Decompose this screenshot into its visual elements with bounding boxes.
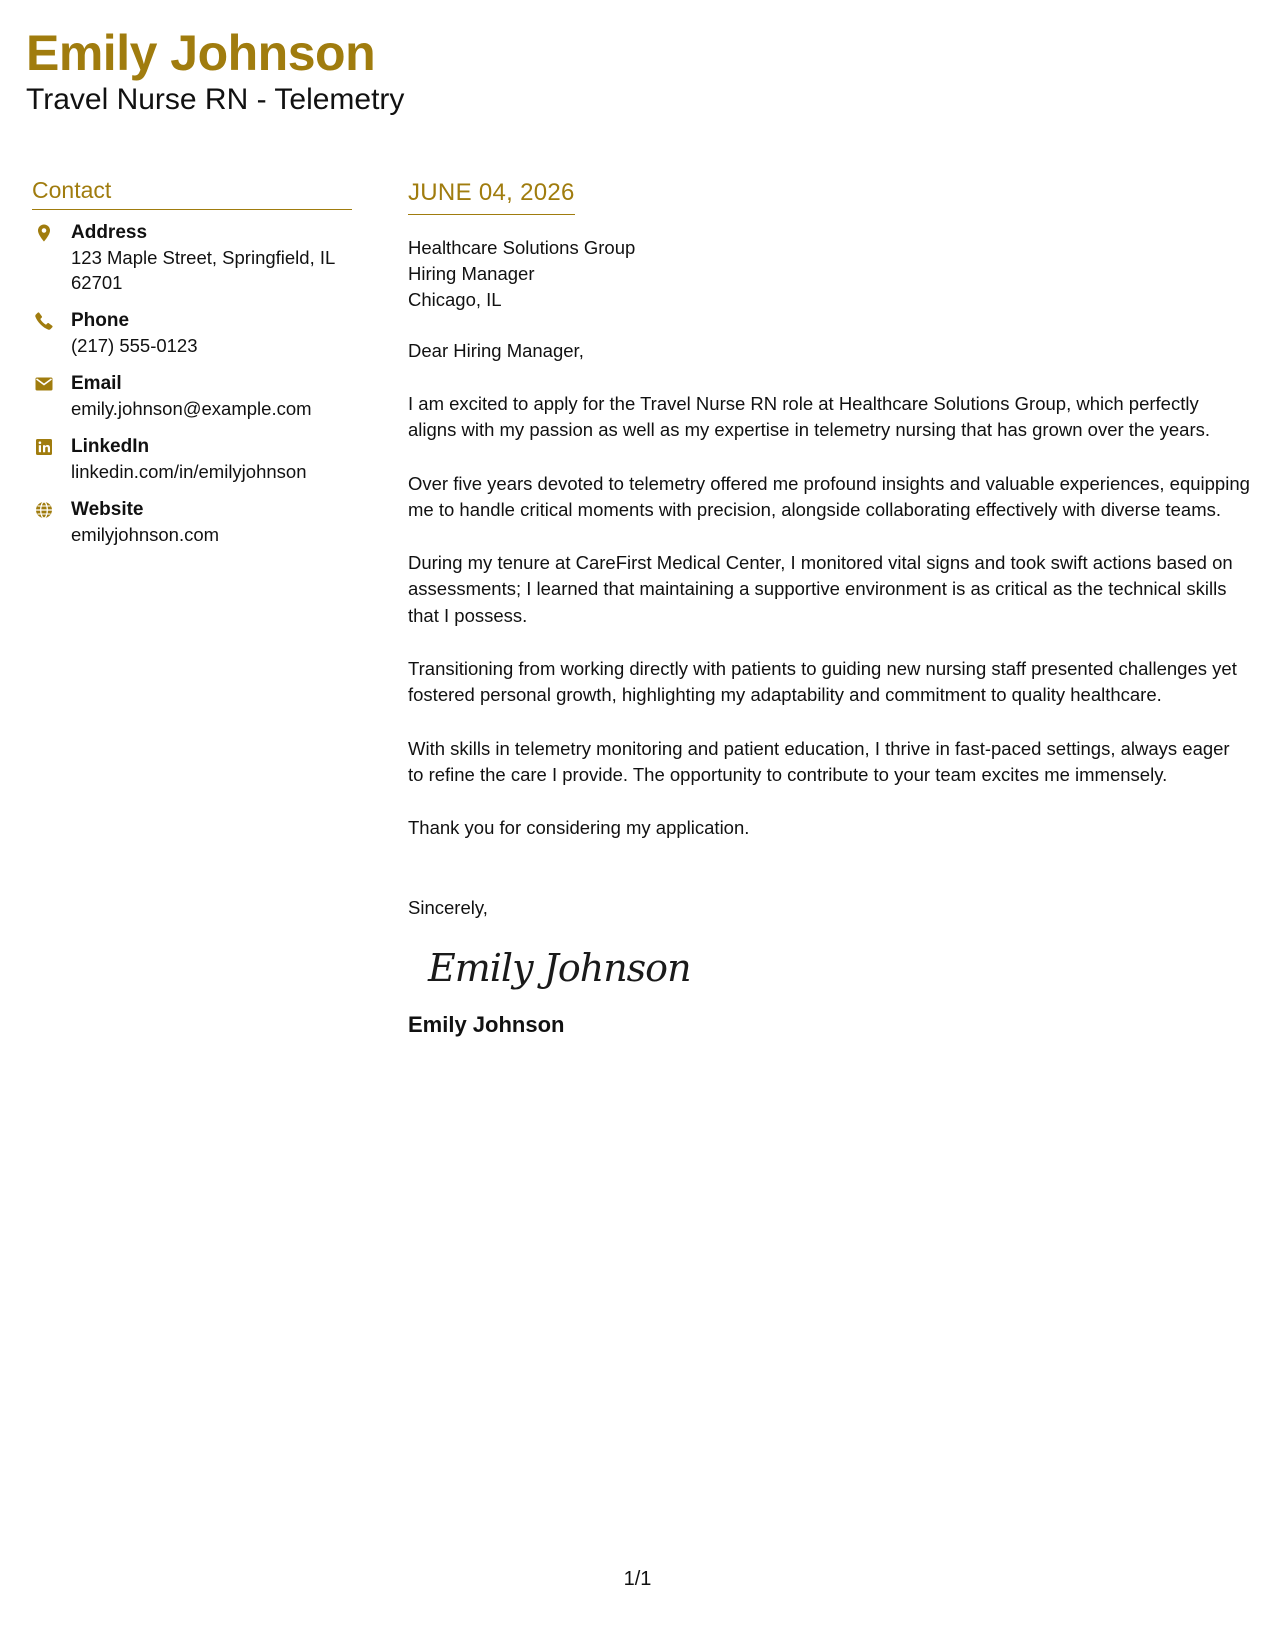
letter-paragraph: Thank you for considering my application. xyxy=(408,817,750,839)
recipient-title: Hiring Manager xyxy=(408,263,535,284)
page-number: 1/1 xyxy=(623,1568,652,1590)
contact-label: Address xyxy=(71,222,148,243)
phone-icon xyxy=(34,311,54,331)
linkedin-icon xyxy=(34,437,54,457)
contact-label: Website xyxy=(71,499,144,520)
recipient-location: Chicago, IL xyxy=(408,289,502,310)
job-title: Travel Nurse RN - Telemetry xyxy=(26,83,405,116)
contact-item-website xyxy=(32,497,352,547)
salutation: Dear Hiring Manager, xyxy=(408,340,584,361)
email-icon xyxy=(34,374,54,394)
contact-sidebar xyxy=(32,175,352,560)
contact-item-address xyxy=(32,220,352,295)
address-value: 123 Maple Street, Springfield, IL 62701 xyxy=(71,247,335,293)
contact-item-email xyxy=(32,371,352,421)
recipient-block xyxy=(408,235,1250,313)
signer-name: Emily Johnson xyxy=(408,1011,565,1037)
handwritten-signature: Emily Johnson xyxy=(428,945,691,990)
letter-paragraph: Transitioning from working directly with patients to guiding new nursing staff presented challenges yet fostered personal growth, highlighting my adaptability and commitment to quality healthcare. xyxy=(408,658,1237,706)
email-value[interactable]: emily.johnson@example.com xyxy=(71,398,312,419)
website-value[interactable]: emilyjohnson.com xyxy=(71,524,220,545)
letter-paragraph: During my tenure at CareFirst Medical Center, I monitored vital signs and took swift actions based on assessments; I learned that maintaining a supportive environment is as critical as the technical skills that I possess. xyxy=(408,552,1233,626)
contact-item-phone xyxy=(32,308,352,358)
contact-label: LinkedIn xyxy=(71,436,150,457)
letter-paragraph: I am excited to apply for the Travel Nurse RN role at Healthcare Solutions Group, which perfectly aligns with my passion as well as my expertise in telemetry nursing that has grown over the years. xyxy=(408,393,1211,441)
closing: Sincerely, xyxy=(408,896,488,918)
letter-date: JUNE 04, 2026 xyxy=(408,178,575,215)
recipient-company: Healthcare Solutions Group xyxy=(408,237,636,258)
linkedin-value[interactable]: linkedin.com/in/emilyjohnson xyxy=(71,461,307,482)
contact-label: Phone xyxy=(71,310,130,331)
contact-heading: Contact xyxy=(32,175,352,210)
globe-icon xyxy=(34,500,54,520)
map-pin-icon xyxy=(34,223,54,243)
letter-paragraph: With skills in telemetry monitoring and patient education, I thrive in fast-paced settings, always eager to refine the care I provide. The opportunity to contribute to your team excites me immensely. xyxy=(408,737,1230,785)
contact-item-linkedin xyxy=(32,434,352,484)
letter-paragraph: Over five years devoted to telemetry offered me profound insights and valuable experiences, equipping me to handle critical moments with precision, alongside collaborating effectively with diverse teams. xyxy=(408,472,1250,520)
letter-body xyxy=(408,178,1250,1039)
applicant-name: Emily Johnson xyxy=(26,25,376,81)
phone-value: (217) 555-0123 xyxy=(71,335,198,356)
contact-label: Email xyxy=(71,373,122,394)
